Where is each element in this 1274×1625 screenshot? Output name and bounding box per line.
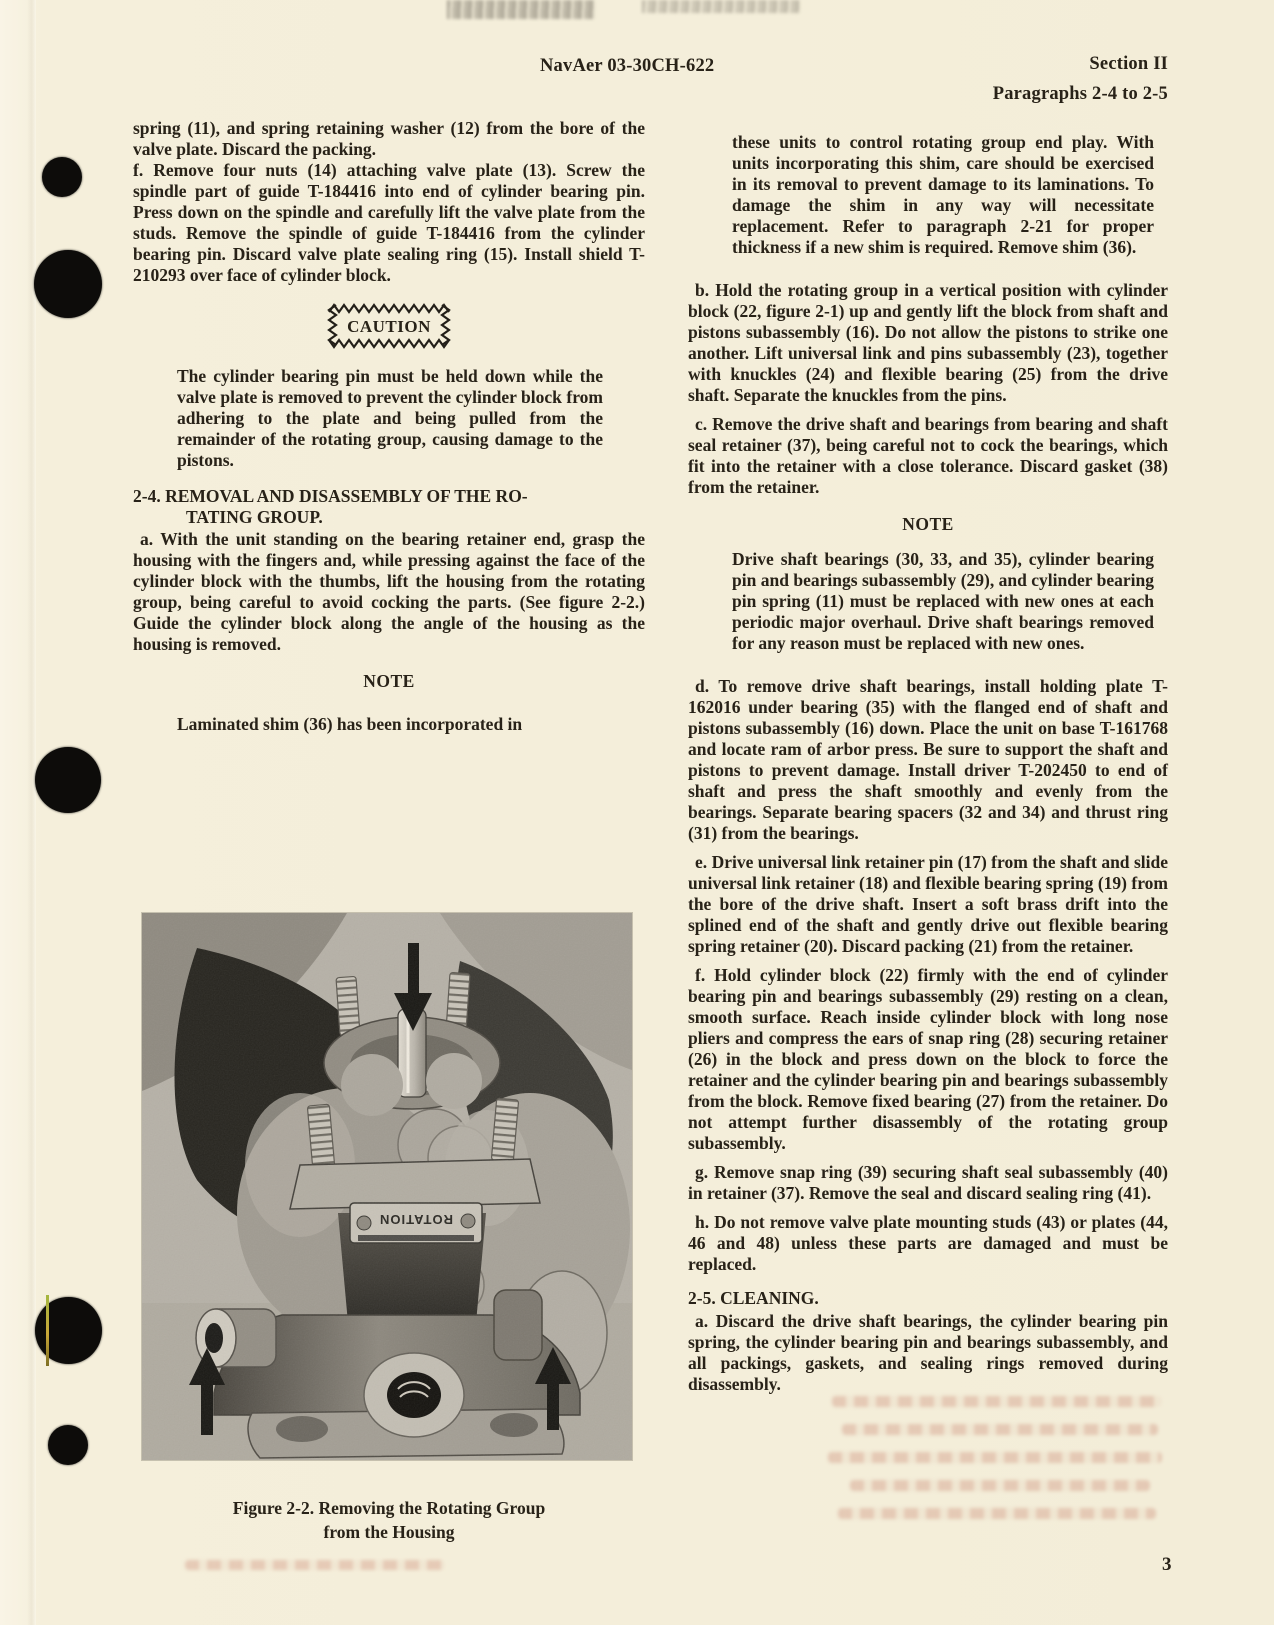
showthrough-ghost [185,1560,445,1570]
showthrough-ghost [850,1480,1150,1491]
paragraph-range: Paragraphs 2-4 to 2-5 [992,84,1168,104]
halftone-grain [142,913,632,1460]
photo-illustration [142,913,632,1460]
punch-hole [42,157,82,197]
note-continuation: these units to control rotating group end play. With units incorporating this shim, care should be exercised in its removal to prevent damage to its laminations. To damage the shim in any way will necessitate replacement. Refer to paragraph 2-21 for proper thickness if a new shim is required. Remove shim (36). [732,132,1154,257]
page-number: 3 [1162,1554,1172,1575]
stamp-smudge [447,0,595,19]
showthrough-ghost [842,1424,1158,1435]
paragraph-a: a. With the unit standing on the bearing retainer end, grasp the housing with the fingers and, while pressing against the face of the cylinder block with the thumbs, lift the housing from the rotating group, being careful to avoid cocking the parts. (See figure 2-2.) Guide the cylinder block along the angle of the housing as the housing is removed. [133,529,645,654]
scan-streak [46,1295,49,1366]
section-label: Section II [1089,54,1168,74]
showthrough-ghost [828,1452,1162,1463]
scan-crease [27,0,36,1625]
heading-2-5: 2-5. CLEANING. [688,1288,819,1308]
showthrough-ghost [832,1396,1162,1407]
figure-photo [142,913,632,1460]
paragraph-b: b. Hold the rotating group in a vertical position with cylinder block (22, figure 2-1) up and gently lift the block from shaft and pistons subassembly (16). Do not allow the pistons to strike one another. Lift universal link and pins subassembly (23), together with knuckles (24) and flexible bearing (25) from the drive shaft. Separate the knuckles from the pins. [688,280,1168,405]
rotation-plate-label: ROTATION [379,1212,453,1227]
figure-caption [133,1496,645,1544]
paragraph-e: e. Drive universal link retainer pin (17) from the shaft and slide universal link retainer (18) and flexible bearing spring (19) from the bore of the drive shaft. Insert a soft brass drift into the splined end of the shaft and gently drive out flexible bearing spring retainer (20). Discard packing (21) from the retainer. [688,852,1168,956]
stamp-smudge [642,0,800,13]
heading-2-4-line2: TATING GROUP. [186,507,323,527]
note-text: Laminated shim (36) has been incorporated in [177,714,523,734]
paragraph-c: c. Remove the drive shaft and bearings from bearing and shaft seal retainer (37), being careful not to cock the bearings, which fit into the retainer with a close tolerance. Discard gasket (38) from the retainer. [688,414,1168,497]
paragraph-intro: spring (11), and spring retaining washer (12) from the bore of the valve plate. Discard the packing. [133,118,645,159]
caution-box [325,301,453,351]
paragraph-h: h. Do not remove valve plate mounting studs (43) or plates (44, 46 and 48) unless these parts are damaged and must be replaced. [688,1212,1168,1274]
paragraph-g: g. Remove snap ring (39) securing shaft seal subassembly (40) in retainer (37). Remove the seal and discard sealing ring (41). [688,1162,1168,1203]
right-column [688,132,1168,1395]
paragraph-a2: a. Discard the drive shaft bearings, the cylinder bearing pin spring, the cylinder bearing pin and bearings subassembly, and all packings, gaskets, and sealing rings removed during disassembly. [688,1311,1168,1394]
note-text: Drive shaft bearings (30, 33, and 35), cylinder bearing pin and bearings subassembly (29), and cylinder bearing pin spring (11) must be replaced with new ones at each periodic major overhaul. Drive shaft bearings removed for any reason must be replaced with new ones. [732,549,1154,653]
paragraph-f2: f. Hold cylinder block (22) firmly with the end of cylinder bearing pin and bearings subassembly (29) resting on a clean, smooth surface. Reach inside cylinder block with long nose pliers and compress the ears of snap ring (28) securing retainer (26) in the block and press down on the block to force the retainer and the cylinder bearing pin and bearings subassembly from the block. Remove fixed bearing (27) from the retainer. Do not attempt further disassembly of the rotating group subassembly. [688,965,1168,1153]
left-column [133,118,645,735]
paragraph-f: f. Remove four nuts (14) attaching valve plate (13). Screw the spindle part of guide T-184416 into end of cylinder bearing pin. Press down on the spindle and carefully lift the valve plate from the studs. Remove the spindle of guide T-184416 from the cylinder bearing pin. Discard valve plate sealing ring (15). Install shield T-210293 over face of cylinder block. [133,160,645,285]
paragraph-d: d. To remove drive shaft bearings, install holding plate T-162016 under bearing (35) with the flanged end of shaft and pistons subassembly (16) down. Place the unit on base T-161768 and locate ram of arbor press. Be sure to support the shaft and pistons to prevent damage. Install driver T-202450 to end of shaft and press the shaft smoothly and evenly from the bearings. Separate bearing spacers (32 and 34) and thrust ring (31) from the bearings. [688,676,1168,843]
figure-caption-line2: from the Housing [323,1522,455,1542]
punch-hole [34,250,102,318]
doc-number: NavAer 03-30CH-622 [540,56,715,76]
punch-hole [35,747,101,813]
note-label: NOTE [363,671,415,691]
caution-text: The cylinder bearing pin must be held down while the valve plate is removed to prevent the cylinder block from adhering to the plate and being pulled from the remainder of the rotating group, causing damage to the pistons. [177,366,603,470]
punch-hole [48,1425,88,1465]
heading-2-4-line1: 2-4. REMOVAL AND DISASSEMBLY OF THE RO- [133,486,528,506]
showthrough-ghost [838,1508,1156,1519]
heading-2-4 [133,486,645,528]
punch-hole [35,1297,102,1364]
figure-caption-line1: Figure 2-2. Removing the Rotating Group [232,1498,546,1518]
caution-label: CAUTION [347,316,431,336]
note-label: NOTE [902,514,954,534]
